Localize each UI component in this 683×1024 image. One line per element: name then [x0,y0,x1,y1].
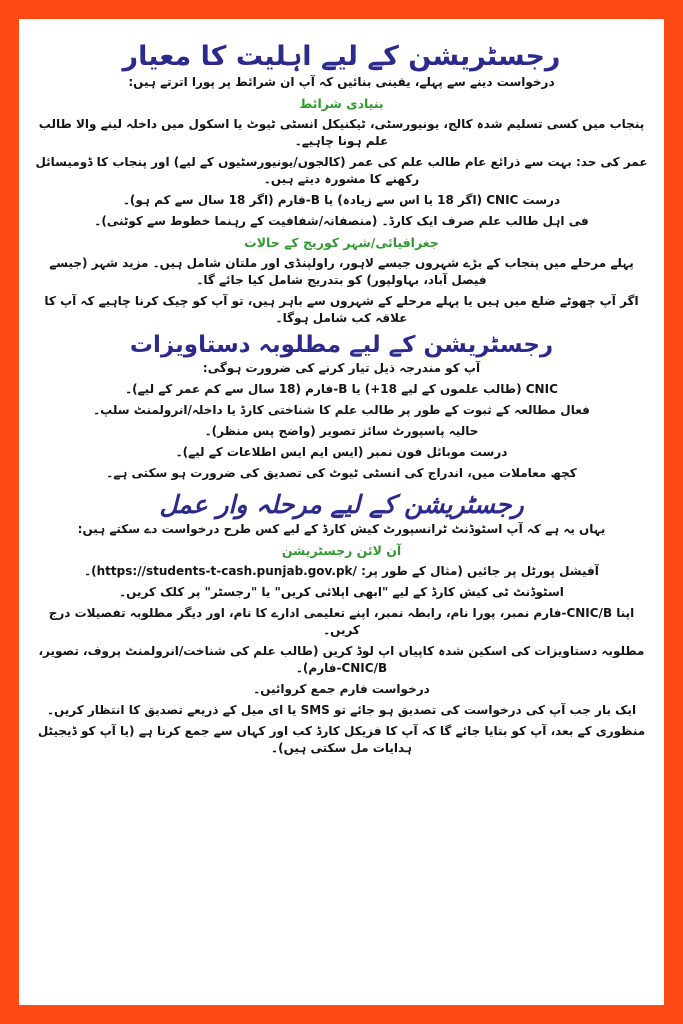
list-item: کچھ معاملات میں، اندراج کی انسٹی ٹیوٹ کی تصدیق کی ضرورت ہو سکتی ہے۔ [106,466,577,480]
basic-conditions-heading: بنیادی شرائط [299,96,384,111]
list-item: حالیہ پاسپورٹ سائز تصویر (واضح پس منظر)۔ [204,424,479,438]
list-item: درست CNIC (اگر 18 یا اس سے زیادہ) یا B-فارم (اگر 18 سال سے کم ہو)۔ [122,193,561,207]
documents-title: رجسٹریشن کے لیے مطلوبہ دستاویزات [129,332,554,358]
online-registration-heading: آن لائن رجسٹریشن [281,543,402,558]
process-intro: یہاں یہ ہے کہ آپ اسٹوڈنٹ ٹرانسپورٹ کیش کارڈ کے لیے کس طرح درخواست دے سکتے ہیں: [77,522,606,536]
portal-step [33,561,650,582]
list-item: فعال مطالعہ کے ثبوت کے طور پر طالب علم کا شناختی کارڈ یا داخلہ/انرولمنٹ سلپ۔ [93,403,590,417]
list-item: اسٹوڈنٹ ٹی کیش کارڈ کے لیے "ابھی اپلائی کریں" یا "رجسٹر" پر کلک کریں۔ [119,585,564,599]
list-item: اگر آپ چھوٹے ضلع میں ہیں یا پہلے مرحلے کے شہروں سے باہر ہیں، تو آپ کو چیک کرنا چاہیے کہ آپ کا علاقہ کب شامل ہوگا۔ [44,294,639,325]
list-item: درخواست فارم جمع کروائیں۔ [253,682,430,696]
portal-end: )۔ [84,564,97,578]
list-item: مطلوبہ دستاویزات کی اسکین شدہ کاپیاں اپ لوڈ کریں (طالب علم کی شناخت/انرولمنٹ پروف، تصویر، CNIC/B-فارم)۔ [38,644,645,675]
list-item: منظوری کے بعد، آپ کو بتایا جائے گا کہ آپ کا فزیکل کارڈ کب اور کہاں سے جمع کرنا ہے (یا آپ کو ڈیجیٹل ہدایات مل سکتی ہیں)۔ [37,724,646,755]
list-item: عمر کی حد: بہت سے ذرائع عام طالب علم کی عمر (کالجوں/یونیورسٹیوں کے لیے) اور پنجاب کا ڈومیسائل رکھنے کا مشورہ دیتے ہیں۔ [35,155,648,186]
geo-conditions-heading: جغرافیائی/شہر کوریج کے حالات [244,235,439,250]
list-item: پہلے مرحلے میں پنجاب کے بڑے شہروں جیسے لاہور، راولپنڈی اور ملتان شامل ہیں۔ مزید شہر (جیسے فیصل آباد، بہاولپور) کو بتدریج شامل کیا جائے گا۔ [49,256,634,287]
eligibility-intro: درخواست دینے سے پہلے، یقینی بنائیں کہ آپ ان شرائط پر پورا اترتے ہیں: [128,75,555,89]
list-item: پنجاب میں کسی تسلیم شدہ کالج، یونیورسٹی، ٹیکنیکل انسٹی ٹیوٹ یا اسکول میں داخلہ لینے والا طالب علم ہونا چاہیے۔ [38,117,645,148]
documents-intro: آپ کو مندرجہ ذیل تیار کرنے کی ضرورت ہوگی: [202,361,481,375]
list-item: ایک بار جب آپ کی درخواست کی تصدیق ہو جائے تو SMS یا ای میل کے ذریعے تصدیق کا انتظار کریں۔ [46,703,637,717]
document-page [19,19,664,1005]
list-item: CNIC (طالب علموں کے لیے 18+) یا B-فارم (18 سال سے کم عمر کے لیے)۔ [125,382,558,396]
portal-link[interactable]: https://students-t-cash.punjab.gov.pk/ [96,564,357,578]
list-item: درست موبائل فون نمبر (ایس ایم ایس اطلاعات کے لیے)۔ [175,445,508,459]
portal-text: آفیشل پورٹل پر جائیں (مثال کے طور پر: [361,564,599,578]
list-item: فی اہل طالب علم صرف ایک کارڈ۔ (منصفانہ/شفافیت کے رہنما خطوط سے کوٹنی)۔ [94,214,589,228]
eligibility-title: رجسٹریشن کے لیے اہلیت کا معیار [122,41,561,72]
list-item: اپنا CNIC/B-فارم نمبر، پورا نام، رابطہ نمبر، اپنے تعلیمی ادارے کا نام، اور دیگر مطلوبہ تفصیلات درج کریں۔ [48,606,635,637]
process-title: رجسٹریشن کے لیے مرحلہ وار عمل [159,490,524,519]
